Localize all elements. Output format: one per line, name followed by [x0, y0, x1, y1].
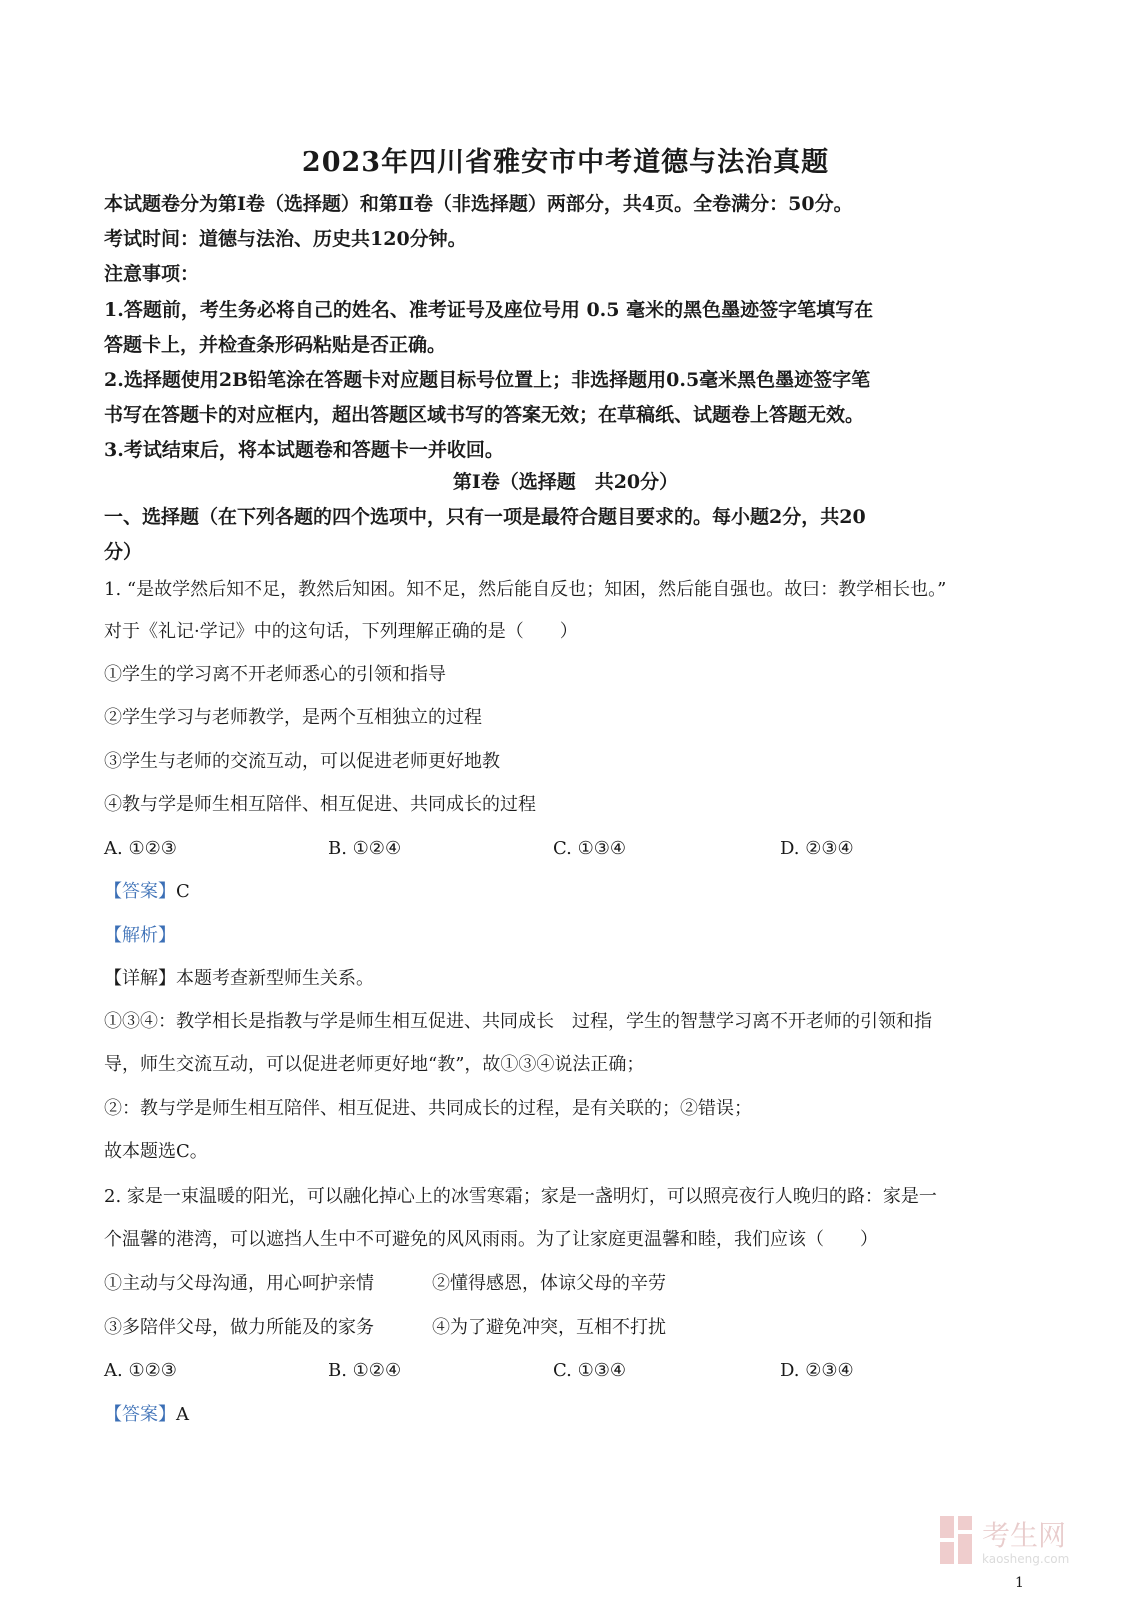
- q2-option-b: B. ①②④: [328, 1360, 402, 1381]
- answer-tag: 【答案】: [104, 881, 176, 902]
- q2-item: ②懂得感恩，体谅父母的辛劳: [432, 1273, 666, 1294]
- q2-stem: 个温馨的港湾，可以遮挡人生中不可避免的风风雨雨。为了让家庭更温馨和睦，我们应该（ ）: [104, 1229, 878, 1250]
- q1-item: ④教与学是师生相互陪伴、相互促进、共同成长的过程: [104, 794, 536, 815]
- q2-item: ③多陪伴父母，做力所能及的家务: [104, 1317, 374, 1338]
- q1-detail: 导，师生交流互动，可以促进老师更好地“教”，故①③④说法正确；: [104, 1054, 645, 1075]
- q1-item: ③学生与老师的交流互动，可以促进老师更好地教: [104, 751, 500, 772]
- q1-option-d: D. ②③④: [780, 838, 854, 859]
- q1-answer: [104, 880, 1024, 904]
- q1-stem: 1. “是故学然后知不足，教然后知困。知不足，然后能自反也；知困，然后能自强也。故曰：教学相长也。”: [104, 579, 947, 600]
- q2-stem: 2. 家是一束温暖的阳光，可以融化掉心上的冰雪寒霜；家是一盏明灯，可以照亮夜行人晚归的路：家是一: [104, 1186, 937, 1207]
- intro-line: 1.答题前，考生务必将自己的姓名、准考证号及座位号用 0.5 毫米的黑色墨迹签字笔填写在: [104, 299, 874, 321]
- section-title: 第Ⅰ卷（选择题 共20分）: [452, 471, 679, 493]
- q1-detail: 故本题选C。: [104, 1141, 208, 1162]
- intro-line: 本试题卷分为第Ⅰ卷（选择题）和第Ⅱ卷（非选择题）两部分，共4页。全卷满分：50分。: [104, 193, 853, 215]
- q2-item: ①主动与父母沟通，用心呵护亲情: [104, 1273, 374, 1294]
- answer-value: C: [176, 881, 190, 902]
- watermark-text: 考生网: [982, 1519, 1067, 1552]
- q1-item: ②学生学习与老师教学，是两个互相独立的过程: [104, 707, 482, 728]
- q1-detail: ②：教与学是师生相互陪伴、相互促进、共同成长的过程，是有关联的；②错误；: [104, 1098, 752, 1119]
- q2-answer: [104, 1403, 1024, 1427]
- section-instruction: 分）: [104, 541, 143, 563]
- q1-stem: 对于《礼记·学记》中的这句话，下列理解正确的是（ ）: [104, 621, 578, 642]
- q2-option-d: D. ②③④: [780, 1360, 854, 1381]
- intro-line: 答题卡上，并检查条形码粘贴是否正确。: [104, 334, 447, 356]
- intro-line: 书写在答题卡的对应框内，超出答题区域书写的答案无效；在草稿纸、试题卷上答题无效。: [104, 404, 865, 426]
- answer-value: A: [176, 1404, 189, 1425]
- section-instruction: 一、选择题（在下列各题的四个选项中，只有一项是最符合题目要求的。每小题2分，共20: [104, 506, 866, 528]
- watermark-logo: [938, 1512, 1118, 1572]
- page-title: 2023年四川省雅安市中考道德与法治真题: [301, 147, 830, 178]
- q2-option-c: C. ①③④: [553, 1360, 626, 1381]
- q1-option-a: A. ①②③: [104, 838, 177, 859]
- watermark-icon: [938, 1514, 978, 1566]
- q1-detail: ①③④：教学相长是指教与学是师生相互促进、共同成长 过程，学生的智慧学习离不开老师的引领和指: [104, 1011, 932, 1032]
- q1-option-b: B. ①②④: [328, 838, 402, 859]
- watermark-url: kaosheng.com: [982, 1552, 1070, 1566]
- intro-line: 3.考试结束后，将本试题卷和答题卡一并收回。: [104, 439, 504, 461]
- q1-analysis-tag: 【解析】: [104, 925, 176, 946]
- intro-line: 2.选择题使用2B铅笔涂在答题卡对应题目标号位置上；非选择题用0.5毫米黑色墨迹签字笔: [104, 369, 871, 391]
- intro-line: 注意事项：: [104, 263, 200, 285]
- page-number: 1: [1015, 1575, 1024, 1591]
- answer-tag: 【答案】: [104, 1404, 176, 1425]
- q1-detail: 【详解】本题考查新型师生关系。: [104, 968, 374, 989]
- q1-option-c: C. ①③④: [553, 838, 626, 859]
- intro-line: 考试时间：道德与法治、历史共120分钟。: [104, 228, 467, 250]
- q2-option-a: A. ①②③: [104, 1360, 177, 1381]
- q1-item: ①学生的学习离不开老师悉心的引领和指导: [104, 664, 446, 685]
- q2-item: ④为了避免冲突，互相不打扰: [432, 1317, 666, 1338]
